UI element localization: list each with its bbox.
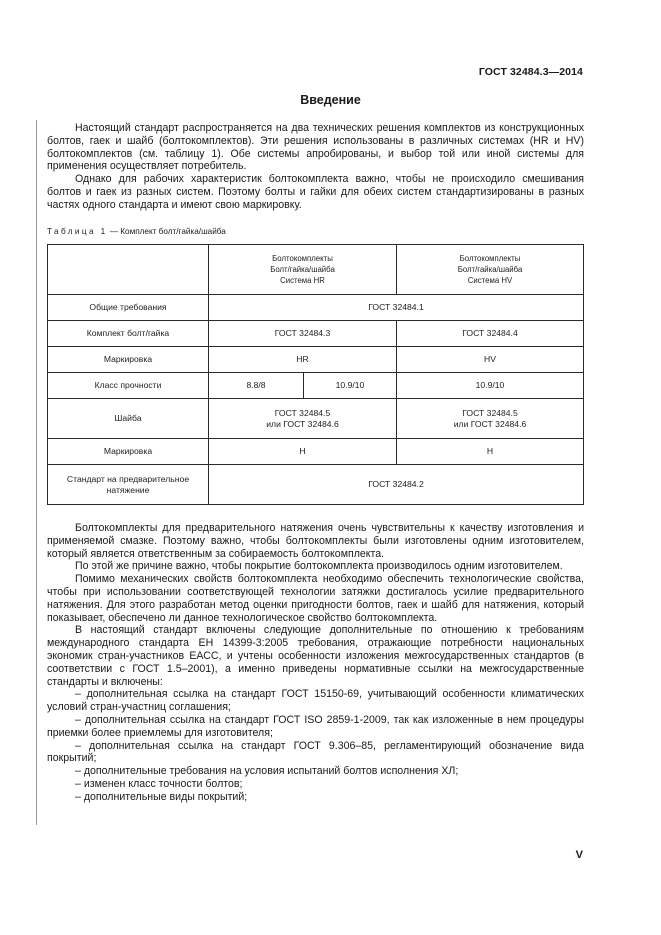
- header-hv-cell: [397, 245, 584, 295]
- cell: [209, 399, 397, 439]
- cell: H: [397, 439, 584, 465]
- cell: HR: [209, 347, 397, 373]
- cell: 10.9/10: [397, 373, 584, 399]
- paragraph: В настоящий стандарт включены следующие дополнительные по отношению к требованиям международного стандарта ЕН 14399-3:2005 требования, отражающие потребности национальных экономик стран-участников ЕАСС, и учтены особенности изложения межгосударственных стандартов (в соответствии с ГОСТ 1.5–2001), а именно приведены нормативные ссылки на межгосударственные стандарты и включены:: [47, 624, 584, 688]
- row-label: Шайба: [48, 399, 209, 439]
- table-row: [48, 347, 584, 373]
- cell: H: [209, 439, 397, 465]
- list-item: – дополнительная ссылка на стандарт ГОСТ 15150-69, учитывающий особенности климатических условий стран-участниц соглашения;: [47, 688, 584, 714]
- table-caption: [47, 227, 226, 236]
- table-row: [48, 373, 584, 399]
- paragraph: Настоящий стандарт распространяется на два технических решения комплектов из конструкционных болтов, гаек и шайб (болтокомплектов). Эти решения использованы в различных системах (HR и HV) болтокомплектов (см. таблицу 1). Обе системы апробированы, и выбор той или иной системы для применения осуществляет потребитель.: [47, 122, 584, 173]
- intro-text: [47, 122, 584, 212]
- paragraph: Болтокомплекты для предварительного натяжения очень чувствительны к качеству изготовления и применяемой смазке. Поэтому важно, чтобы болтокомплекты были изготовлены одним изготовителем, который является ответственным за собираемость болтокомплекта.: [47, 522, 584, 560]
- body-text: [47, 522, 584, 804]
- row-label: Общие требования: [48, 295, 209, 321]
- cell-line: или ГОСТ 32484.6: [266, 418, 339, 429]
- section-title: Введение: [300, 93, 361, 107]
- row-label: Класс прочности: [48, 373, 209, 399]
- cell: ГОСТ 32484.2: [209, 465, 584, 505]
- list-item: – изменен класс точности болтов;: [75, 777, 243, 790]
- paragraph: По этой же причине важно, чтобы покрытие болтокомплекта производилось одним изготовителем.: [75, 560, 563, 573]
- header-line: Система HR: [280, 276, 325, 285]
- cell: ГОСТ 32484.4: [397, 321, 584, 347]
- paragraph: Помимо механических свойств болтокомплекта необходимо обеспечить технологические свойства, чтобы при использовании соответствующей технологии затяжки достигалось усилие предварительного натяжения. Для этого разработан метод оценки пригодности болтов, гаек и шайб для натяжения, который показывает, обеспечено ли данное технологическое свойство болтокомплекта.: [47, 573, 584, 624]
- cell: 10.9/10: [304, 373, 397, 399]
- list-item: – дополнительные виды покрытий;: [75, 790, 248, 803]
- row-label: Комплект болт/гайка: [48, 321, 209, 347]
- header-line: Система HV: [467, 276, 513, 285]
- table-row: [48, 399, 584, 439]
- page-number: V: [575, 849, 583, 861]
- table-row: [48, 321, 584, 347]
- cell: ГОСТ 32484.1: [209, 295, 584, 321]
- header-line: Болтокомплекты: [272, 254, 333, 263]
- header-line: Болт/гайка/шайба: [270, 265, 335, 274]
- cell-line: Стандарт на предварительное: [66, 473, 190, 484]
- header-line: Болтокомплекты: [459, 254, 521, 263]
- table-caption-text: — Комплект болт/гайка/шайба: [107, 227, 226, 236]
- table-row: [48, 465, 584, 505]
- row-label: [48, 465, 209, 505]
- list-item: – дополнительные требования на условия испытаний болтов исполнения ХЛ;: [75, 765, 459, 778]
- cell-line: или ГОСТ 32484.6: [453, 418, 527, 429]
- cell: [397, 399, 584, 439]
- table-row: [48, 439, 584, 465]
- header-line: Болт/гайка/шайба: [457, 265, 523, 274]
- table-header-row: [48, 245, 584, 295]
- document-code: ГОСТ 32484.3—2014: [478, 66, 583, 78]
- row-label: Маркировка: [48, 439, 209, 465]
- paragraph: Однако для рабочих характеристик болтокомплекта важно, чтобы не происходило смешивания болтов и гаек из разных систем. Поэтому болты и гайки для обеих систем стандартизированы в разных частях одного стандарта и имеют свою маркировку.: [47, 173, 584, 211]
- row-label: Маркировка: [48, 347, 209, 373]
- table-row: [48, 295, 584, 321]
- empty-header-cell: [48, 245, 209, 295]
- table-caption-label: Таблица 1: [47, 227, 108, 236]
- margin-rule: [36, 120, 37, 825]
- cell-line: натяжение: [106, 484, 150, 495]
- header-hr-cell: [209, 245, 397, 295]
- cell: 8.8/8: [209, 373, 304, 399]
- cell: ГОСТ 32484.3: [209, 321, 397, 347]
- list-item: – дополнительная ссылка на стандарт ГОСТ 9.306–85, регламентирующий обозначение вида покрытий;: [47, 739, 584, 765]
- cell-line: ГОСТ 32484.5: [274, 407, 331, 418]
- cell: HV: [397, 347, 584, 373]
- spec-table: [47, 244, 584, 505]
- cell-line: ГОСТ 32484.5: [462, 407, 518, 418]
- list-item: – дополнительная ссылка на стандарт ГОСТ ISO 2859-1-2009, так как изложенные в нем процедуры приемки более приемлемы для изготовителя;: [47, 713, 584, 739]
